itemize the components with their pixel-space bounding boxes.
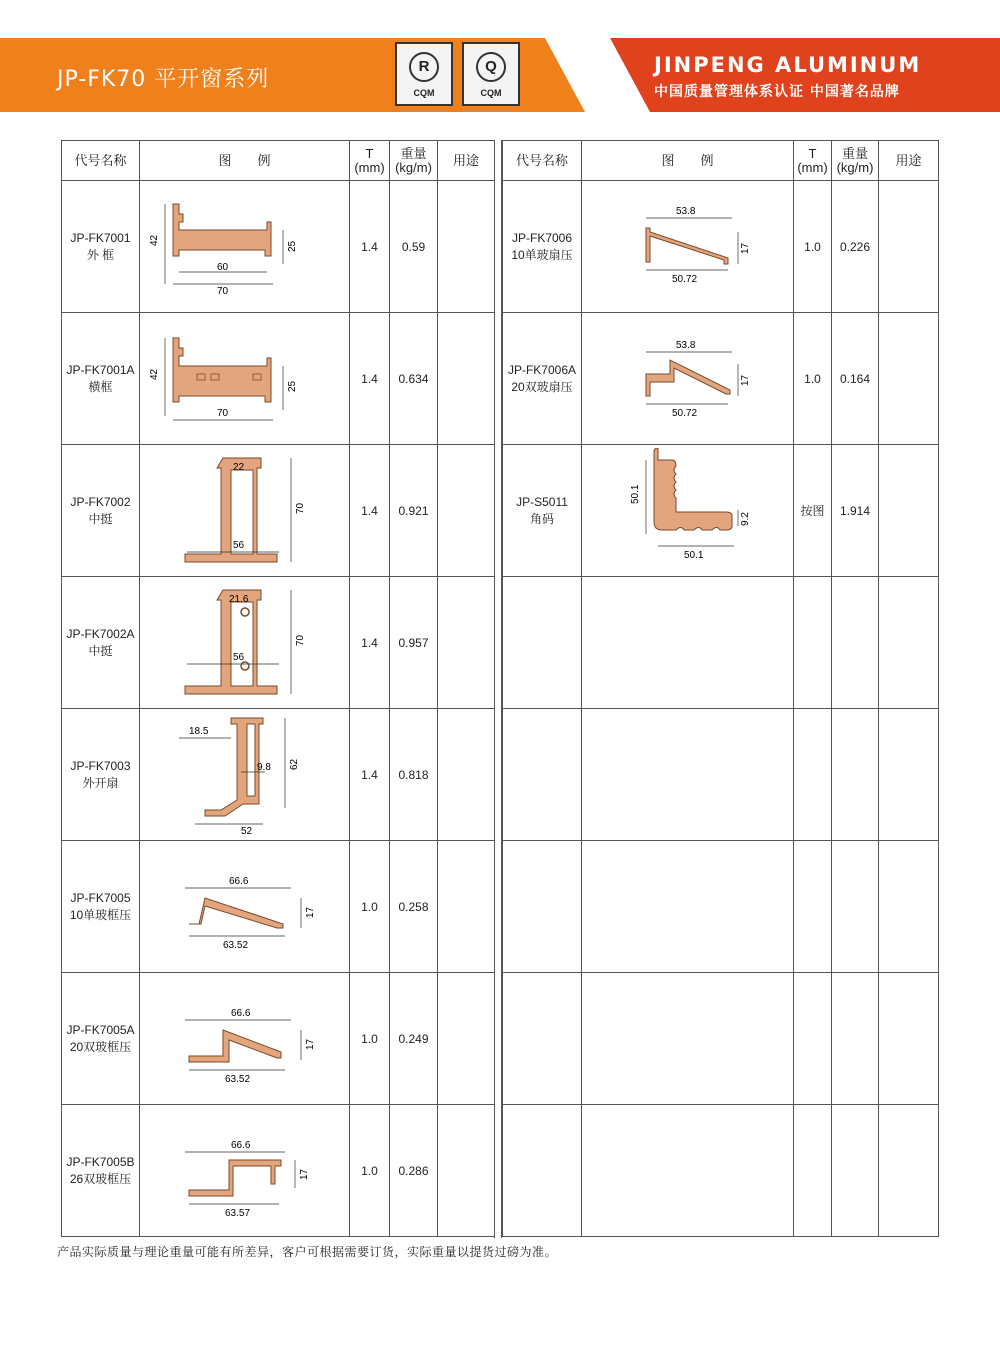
- table-row: [62, 445, 495, 577]
- thickness-cell: 1.4: [350, 445, 390, 577]
- svg-text:9.8: 9.8: [256, 762, 271, 773]
- svg-text:50.72: 50.72: [671, 274, 697, 285]
- weight-cell: 0.634: [390, 313, 438, 445]
- svg-text:42: 42: [148, 234, 160, 246]
- svg-text:50.1: 50.1: [683, 550, 703, 561]
- table-row: [503, 445, 939, 577]
- thickness-cell: 1.0: [794, 181, 832, 313]
- weight-cell: 0.258: [390, 841, 438, 973]
- table-row: [503, 313, 939, 445]
- header-usage: 用途: [438, 141, 495, 181]
- left-spec-table: [61, 140, 495, 1237]
- product-code-cell: JP-FK7001 外 框: [62, 181, 140, 313]
- badge-caption: CQM: [480, 88, 502, 98]
- table-row: [62, 313, 495, 445]
- usage-cell: [438, 709, 495, 841]
- weight-cell: 0.957: [390, 577, 438, 709]
- table-row: [62, 181, 495, 313]
- usage-cell: [438, 577, 495, 709]
- product-code-cell: JP-FK7002 中挺: [62, 445, 140, 577]
- svg-text:70: 70: [294, 634, 306, 646]
- empty-row: [503, 709, 939, 841]
- table-row: [503, 181, 939, 313]
- svg-text:17: 17: [304, 1038, 316, 1050]
- table-row: [62, 1105, 495, 1237]
- header-thickness: T (mm): [794, 141, 832, 181]
- svg-text:63.52: 63.52: [222, 940, 248, 951]
- svg-text:52: 52: [240, 826, 252, 837]
- empty-row: [503, 577, 939, 709]
- profile-drawing: [140, 973, 350, 1105]
- brand-name: JINPENG ALUMINUM: [654, 53, 922, 77]
- brand-slogan: 中国质量管理体系认证 中国著名品牌: [654, 84, 900, 100]
- svg-text:9.2: 9.2: [739, 512, 751, 526]
- q-mark-icon: Q: [476, 52, 506, 82]
- weight-cell: 0.164: [832, 313, 879, 445]
- badge-caption: CQM: [413, 88, 435, 98]
- svg-text:50.1: 50.1: [629, 484, 641, 504]
- usage-cell: [438, 1105, 495, 1237]
- product-code-cell: JP-FK7001A 横框: [62, 313, 140, 445]
- product-code-cell: JP-FK7005A 20双玻框压: [62, 973, 140, 1105]
- table-row: [62, 709, 495, 841]
- svg-text:25: 25: [286, 380, 298, 392]
- thickness-cell: 1.0: [794, 313, 832, 445]
- svg-text:53.8: 53.8: [675, 340, 695, 351]
- table-header-row: [503, 141, 939, 181]
- profile-drawing: [582, 445, 794, 577]
- usage-cell: [438, 841, 495, 973]
- svg-text:50.72: 50.72: [671, 408, 697, 419]
- thickness-cell: 按图: [794, 445, 832, 577]
- profile-drawing: [582, 313, 794, 445]
- weight-cell: 1.914: [832, 445, 879, 577]
- header-code: 代号名称: [62, 141, 140, 181]
- svg-text:18.5: 18.5: [188, 726, 208, 737]
- profile-drawing: [140, 709, 350, 841]
- profile-drawing: [582, 181, 794, 313]
- empty-row: [503, 1105, 939, 1237]
- header-figure: 图 例: [582, 141, 794, 181]
- thickness-cell: 1.0: [350, 1105, 390, 1237]
- usage-cell: [879, 313, 939, 445]
- svg-text:63.57: 63.57: [224, 1208, 250, 1219]
- footnote: 产品实际质量与理论重量可能有所差异，客户可根据需要订货，实际重量以提货过磅为准。: [57, 1245, 558, 1259]
- thickness-cell: 1.0: [350, 973, 390, 1105]
- product-code-cell: JP-S5011 角码: [503, 445, 582, 577]
- table-row: [62, 577, 495, 709]
- svg-text:22: 22: [232, 462, 244, 473]
- svg-text:70: 70: [216, 408, 228, 419]
- profile-drawing: [140, 313, 350, 445]
- usage-cell: [879, 181, 939, 313]
- svg-text:70: 70: [294, 502, 306, 514]
- weight-cell: 0.226: [832, 181, 879, 313]
- svg-text:17: 17: [739, 242, 751, 254]
- header-weight: 重量 (kg/m): [390, 141, 438, 181]
- table-gap: [494, 140, 502, 1238]
- svg-text:60: 60: [216, 262, 228, 273]
- svg-text:56: 56: [232, 540, 244, 551]
- weight-cell: 0.59: [390, 181, 438, 313]
- product-code-cell: JP-FK7003 外开扇: [62, 709, 140, 841]
- weight-cell: 0.286: [390, 1105, 438, 1237]
- usage-cell: [438, 445, 495, 577]
- svg-text:56: 56: [232, 652, 244, 663]
- svg-text:21.6: 21.6: [228, 594, 248, 605]
- right-spec-table: [502, 140, 939, 1237]
- weight-cell: 0.921: [390, 445, 438, 577]
- header-usage: 用途: [879, 141, 939, 181]
- svg-text:70: 70: [216, 286, 228, 297]
- header-code: 代号名称: [503, 141, 582, 181]
- svg-text:63.52: 63.52: [224, 1074, 250, 1085]
- usage-cell: [438, 181, 495, 313]
- svg-text:66.6: 66.6: [228, 876, 248, 887]
- thickness-cell: 1.4: [350, 709, 390, 841]
- svg-text:17: 17: [739, 374, 751, 386]
- header-figure: 图 例: [140, 141, 350, 181]
- weight-cell: 0.818: [390, 709, 438, 841]
- thickness-cell: 1.4: [350, 313, 390, 445]
- thickness-cell: 1.4: [350, 577, 390, 709]
- weight-cell: 0.249: [390, 973, 438, 1105]
- cqm-q-badge: [462, 42, 520, 106]
- cqm-r-badge: [395, 42, 453, 106]
- svg-text:53.8: 53.8: [675, 206, 695, 217]
- r-mark-icon: R: [409, 52, 439, 82]
- svg-text:17: 17: [304, 906, 316, 918]
- product-code-cell: JP-FK7006A 20双玻扇压: [503, 313, 582, 445]
- profile-drawing: [140, 445, 350, 577]
- product-code-cell: JP-FK7005B 26双玻框压: [62, 1105, 140, 1237]
- svg-text:17: 17: [298, 1168, 310, 1180]
- product-code-cell: JP-FK7006 10单玻扇压: [503, 181, 582, 313]
- profile-drawing: [140, 841, 350, 973]
- svg-text:66.6: 66.6: [230, 1008, 250, 1019]
- header-weight: 重量 (kg/m): [832, 141, 879, 181]
- profile-drawing: [140, 577, 350, 709]
- svg-text:25: 25: [286, 240, 298, 252]
- usage-cell: [438, 973, 495, 1105]
- svg-text:66.6: 66.6: [230, 1140, 250, 1151]
- header-thickness: T (mm): [350, 141, 390, 181]
- profile-drawing: [140, 181, 350, 313]
- product-code-cell: JP-FK7005 10单玻框压: [62, 841, 140, 973]
- svg-text:42: 42: [148, 368, 160, 380]
- usage-cell: [438, 313, 495, 445]
- thickness-cell: 1.0: [350, 841, 390, 973]
- product-code-cell: JP-FK7002A 中挺: [62, 577, 140, 709]
- series-title: JP-FK70 平开窗系列: [57, 67, 270, 92]
- profile-drawing: [140, 1105, 350, 1237]
- table-row: [62, 973, 495, 1105]
- empty-row: [503, 841, 939, 973]
- svg-text:62: 62: [288, 758, 300, 770]
- thickness-cell: 1.4: [350, 181, 390, 313]
- usage-cell: [879, 445, 939, 577]
- table-row: [62, 841, 495, 973]
- empty-row: [503, 973, 939, 1105]
- table-header-row: [62, 141, 495, 181]
